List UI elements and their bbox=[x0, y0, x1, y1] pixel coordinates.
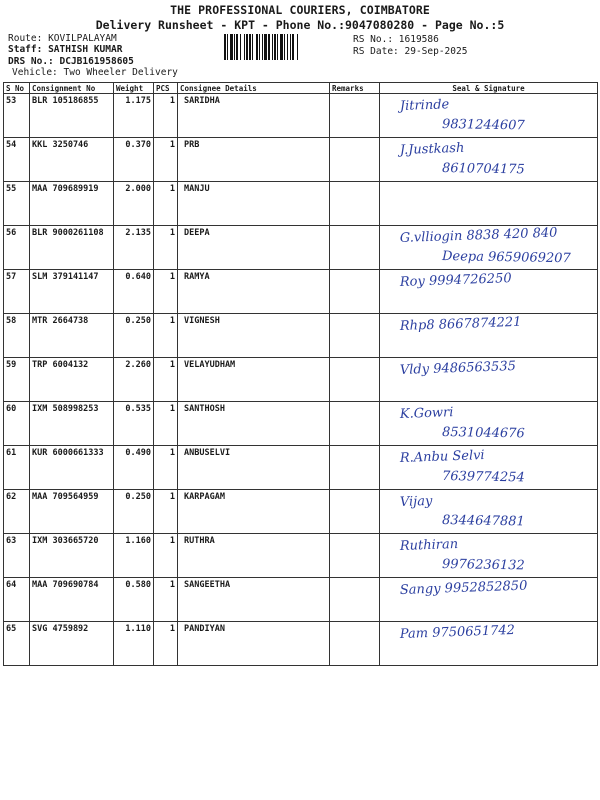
row-consignment: KUR 6000661333 bbox=[30, 446, 114, 490]
signature-text: Vldy 9486563535 bbox=[399, 358, 517, 378]
row-sno: 61 bbox=[4, 446, 30, 490]
row-pcs: 1 bbox=[154, 314, 178, 358]
row-consignee: PANDIYAN bbox=[178, 622, 330, 666]
row-sno: 62 bbox=[4, 490, 30, 534]
row-consignment: MAA 709564959 bbox=[30, 490, 114, 534]
table-row bbox=[4, 270, 598, 314]
rs-no-label: RS No.: bbox=[353, 34, 394, 45]
handwritten-signature bbox=[380, 270, 598, 312]
row-weight: 2.260 bbox=[114, 358, 154, 402]
col-signature: Seal & Signature bbox=[380, 83, 598, 94]
row-pcs: 1 bbox=[154, 622, 178, 666]
route-value: KOVILPALAYAM bbox=[48, 33, 117, 44]
row-sno: 58 bbox=[4, 314, 30, 358]
runsheet-table bbox=[3, 82, 598, 666]
row-consignment: MAA 709689919 bbox=[30, 182, 114, 226]
row-signature bbox=[380, 490, 598, 534]
rs-no-value: 1619586 bbox=[398, 34, 439, 45]
signature-text: 8344647881 bbox=[441, 513, 525, 530]
row-weight: 1.160 bbox=[114, 534, 154, 578]
row-weight: 0.580 bbox=[114, 578, 154, 622]
signature-text: Vijay bbox=[399, 493, 433, 510]
row-weight: 0.490 bbox=[114, 446, 154, 490]
table-row bbox=[4, 226, 598, 270]
row-weight: 0.640 bbox=[114, 270, 154, 314]
staff-line bbox=[8, 44, 122, 55]
table-row bbox=[4, 182, 598, 226]
row-consignee: SARIDHA bbox=[178, 94, 330, 138]
row-signature bbox=[380, 182, 598, 226]
vehicle-label: Vehicle: bbox=[12, 67, 58, 78]
row-consignment: MAA 709690784 bbox=[30, 578, 114, 622]
table-row bbox=[4, 490, 598, 534]
col-consignee: Consignee Details bbox=[178, 83, 330, 94]
row-sno: 55 bbox=[4, 182, 30, 226]
row-consignment: SVG 4759892 bbox=[30, 622, 114, 666]
signature-text: 9831244607 bbox=[441, 117, 525, 134]
drs-value: DCJB161958605 bbox=[59, 56, 134, 67]
row-weight: 0.535 bbox=[114, 402, 154, 446]
staff-value: SATHISH KUMAR bbox=[48, 44, 123, 55]
rs-date-line bbox=[353, 46, 467, 57]
handwritten-signature bbox=[380, 314, 598, 356]
drs-label: DRS No.: bbox=[8, 56, 54, 67]
row-weight: 2.000 bbox=[114, 182, 154, 226]
row-pcs: 1 bbox=[154, 182, 178, 226]
row-signature bbox=[380, 358, 598, 402]
row-consignment: TRP 6004132 bbox=[30, 358, 114, 402]
table-row bbox=[4, 534, 598, 578]
row-pcs: 1 bbox=[154, 270, 178, 314]
row-weight: 1.110 bbox=[114, 622, 154, 666]
row-weight: 2.135 bbox=[114, 226, 154, 270]
row-consignment: SLM 379141147 bbox=[30, 270, 114, 314]
row-remarks bbox=[330, 182, 380, 226]
row-sno: 64 bbox=[4, 578, 30, 622]
row-sno: 53 bbox=[4, 94, 30, 138]
col-pcs: PCS bbox=[154, 83, 178, 94]
row-remarks bbox=[330, 358, 380, 402]
row-consignee: MANJU bbox=[178, 182, 330, 226]
signature-text: K.Gowri bbox=[399, 405, 454, 422]
handwritten-signature bbox=[380, 534, 598, 576]
row-pcs: 1 bbox=[154, 446, 178, 490]
table-row bbox=[4, 446, 598, 490]
rs-date-label: RS Date: bbox=[353, 46, 399, 57]
signature-text: Sangy 9952852850 bbox=[399, 578, 528, 598]
row-remarks bbox=[330, 490, 380, 534]
row-signature bbox=[380, 622, 598, 666]
table-header-row bbox=[4, 83, 598, 94]
row-remarks bbox=[330, 402, 380, 446]
signature-text: 8610704175 bbox=[441, 161, 525, 178]
row-signature bbox=[380, 446, 598, 490]
row-consignment: BLR 9000261108 bbox=[30, 226, 114, 270]
handwritten-signature bbox=[380, 578, 598, 620]
handwritten-signature bbox=[380, 490, 598, 532]
rs-no-line bbox=[353, 34, 439, 45]
signature-text: J.Justkash bbox=[399, 140, 465, 158]
col-weight: Weight bbox=[114, 83, 154, 94]
col-sno: S No bbox=[4, 83, 30, 94]
row-weight: 0.250 bbox=[114, 314, 154, 358]
row-consignment: MTR 2664738 bbox=[30, 314, 114, 358]
row-consignment: KKL 3250746 bbox=[30, 138, 114, 182]
signature-text: 8531044676 bbox=[441, 425, 525, 442]
row-consignee: KARPAGAM bbox=[178, 490, 330, 534]
rs-date-value: 29-Sep-2025 bbox=[404, 46, 468, 57]
barcode-icon bbox=[222, 34, 348, 60]
row-pcs: 1 bbox=[154, 226, 178, 270]
staff-label: Staff: bbox=[8, 44, 43, 55]
handwritten-signature bbox=[380, 138, 598, 180]
signature-text: Ruthiran bbox=[399, 536, 459, 554]
row-weight: 0.250 bbox=[114, 490, 154, 534]
row-remarks bbox=[330, 578, 380, 622]
row-consignee: SANTHOSH bbox=[178, 402, 330, 446]
row-remarks bbox=[330, 314, 380, 358]
handwritten-signature bbox=[380, 358, 598, 400]
signature-text: Pam 9750651742 bbox=[399, 622, 516, 642]
handwritten-signature bbox=[380, 446, 598, 488]
row-consignee: ANBUSELVI bbox=[178, 446, 330, 490]
signature-text: Deepa 9659069207 bbox=[441, 249, 571, 267]
route-line bbox=[8, 33, 117, 44]
row-signature bbox=[380, 402, 598, 446]
row-signature bbox=[380, 226, 598, 270]
table-row bbox=[4, 138, 598, 182]
row-consignee: VIGNESH bbox=[178, 314, 330, 358]
table-row bbox=[4, 94, 598, 138]
row-consignee: RUTHRA bbox=[178, 534, 330, 578]
signature-text: Roy 9994726250 bbox=[399, 271, 512, 290]
row-sno: 57 bbox=[4, 270, 30, 314]
row-sno: 60 bbox=[4, 402, 30, 446]
row-pcs: 1 bbox=[154, 534, 178, 578]
row-remarks bbox=[330, 138, 380, 182]
row-remarks bbox=[330, 226, 380, 270]
row-consignment: BLR 105186855 bbox=[30, 94, 114, 138]
drs-line bbox=[8, 56, 134, 67]
table-row bbox=[4, 358, 598, 402]
row-consignee: DEEPA bbox=[178, 226, 330, 270]
row-pcs: 1 bbox=[154, 578, 178, 622]
row-pcs: 1 bbox=[154, 402, 178, 446]
col-consignment: Consignment No bbox=[30, 83, 114, 94]
row-consignment: IXM 303665720 bbox=[30, 534, 114, 578]
row-sno: 54 bbox=[4, 138, 30, 182]
row-pcs: 1 bbox=[154, 94, 178, 138]
row-pcs: 1 bbox=[154, 358, 178, 402]
signature-text: R.Anbu Selvi bbox=[399, 448, 485, 466]
row-signature bbox=[380, 270, 598, 314]
row-consignee: RAMYA bbox=[178, 270, 330, 314]
signature-text: 7639774254 bbox=[441, 469, 525, 486]
row-consignee: SANGEETHA bbox=[178, 578, 330, 622]
row-remarks bbox=[330, 622, 380, 666]
table-row bbox=[4, 402, 598, 446]
row-remarks bbox=[330, 446, 380, 490]
handwritten-signature bbox=[380, 622, 598, 664]
table-row bbox=[4, 314, 598, 358]
row-signature bbox=[380, 138, 598, 182]
row-consignee: PRB bbox=[178, 138, 330, 182]
handwritten-signature bbox=[380, 94, 598, 136]
row-sno: 59 bbox=[4, 358, 30, 402]
row-signature bbox=[380, 578, 598, 622]
row-remarks bbox=[330, 270, 380, 314]
row-signature bbox=[380, 94, 598, 138]
row-consignment: IXM 508998253 bbox=[30, 402, 114, 446]
row-sno: 56 bbox=[4, 226, 30, 270]
company-title: THE PROFESSIONAL COURIERS, COIMBATORE bbox=[170, 3, 430, 17]
row-weight: 0.370 bbox=[114, 138, 154, 182]
row-signature bbox=[380, 314, 598, 358]
row-weight: 1.175 bbox=[114, 94, 154, 138]
handwritten-signature bbox=[380, 402, 598, 444]
row-remarks bbox=[330, 94, 380, 138]
table-row bbox=[4, 578, 598, 622]
row-sno: 65 bbox=[4, 622, 30, 666]
row-sno: 63 bbox=[4, 534, 30, 578]
row-pcs: 1 bbox=[154, 490, 178, 534]
signature-text: Jitrinde bbox=[399, 97, 450, 114]
vehicle-line bbox=[12, 67, 178, 78]
signature-text: G.vlliogin 8838 420 840 bbox=[399, 226, 558, 246]
route-label: Route: bbox=[8, 33, 43, 44]
handwritten-signature bbox=[380, 182, 598, 224]
handwritten-signature bbox=[380, 226, 598, 268]
col-remarks: Remarks bbox=[330, 83, 380, 94]
row-signature bbox=[380, 534, 598, 578]
table-row bbox=[4, 622, 598, 666]
signature-text: Rhp8 8667874221 bbox=[399, 314, 522, 334]
signature-text: 9976236132 bbox=[441, 557, 525, 574]
vehicle-value: Two Wheeler Delivery bbox=[63, 67, 178, 78]
runsheet-subtitle: Delivery Runsheet - KPT - Phone No.:9047080280 - Page No.:5 bbox=[95, 18, 505, 32]
row-pcs: 1 bbox=[154, 138, 178, 182]
row-remarks bbox=[330, 534, 380, 578]
row-consignee: VELAYUDHAM bbox=[178, 358, 330, 402]
